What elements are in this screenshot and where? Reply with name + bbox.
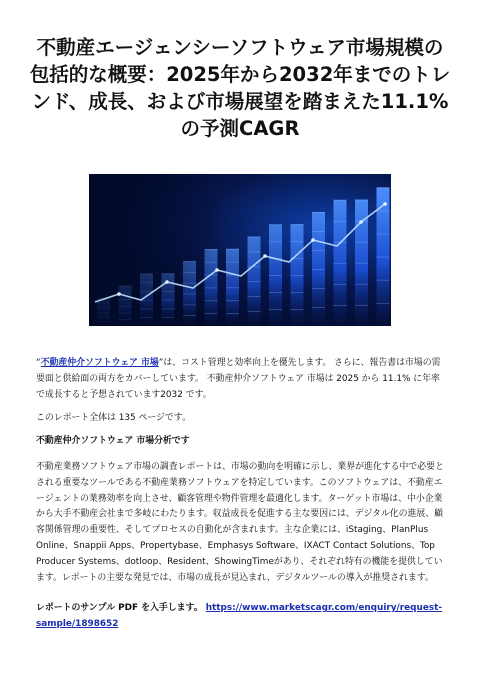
hero-trend-point (359, 220, 363, 224)
analysis-paragraph: 不動産業務ソフトウェア市場の調査レポートは、市場の動向を明確に示し、業界が進化する中で必要とされる重要なツールである不動産業務ソフトウェアを特定しています。このソフトウェアは、不動産エージェントの業務効率を向上させ、顧客管理や物件管理を最適化します。ターゲット市場は、中小企業から大手不動産会社まで多岐にわたります。収益成長を促進する主な要因には、デジタル化の進展、顧客関係管理の重要性、そしてプロセスの自動化が含まれます。主な企業には、iStaging、PlanPlus Online、Snappii Apps、Propertybase、Emphasys Software、IXACT Contact Solutions、Top Producer Systems、dotloop、Resident、ShowingTimeがあり、それぞれ特有の機能を提供しています。レポートの主要な発見では、市場の成長が見込まれ、デジタルツールの導入が推奨されます。 (36, 462, 444, 583)
hero-trend-point (311, 238, 315, 242)
analysis-heading: 不動産仲介ソフトウェア 市場分析です (36, 436, 190, 446)
hero-trend-point (383, 202, 387, 206)
document-title: 不動産エージェンシーソフトウェア市場規模の包括的な概要：2025年から2032年までのトレンド、成長、および市場展望を踏まえた11.1%の予測CAGR (29, 36, 451, 140)
sample-request-link[interactable]: https://www.marketscagr.com/enquiry/request-sample/1898652 (36, 603, 443, 629)
hero-trend-point (215, 268, 219, 272)
sample-request: レポートのサンプル PDF を入手します。 https://www.marketscagr.com/enquiry/request-sample/1898652 (36, 603, 443, 629)
page-count-note: このレポート全体は 135 ページです。 (36, 413, 191, 423)
hero-trend-point (165, 280, 169, 284)
hero-image (89, 174, 391, 326)
market-link[interactable]: 不動産仲介ソフトウェア 市場 (40, 358, 159, 368)
hero-trend-point (117, 292, 121, 296)
intro-paragraph: “不動産仲介ソフトウェア 市場”は、コスト管理と効率向上を優先します。 さらに、報告書は市場の需要面と供給面の両方をカバーしています。 不動産仲介ソフトウェア 市場は 2025 から 11.1% に年率で成長すると予想されています2032 です。 (36, 358, 441, 400)
hero-trend-point (263, 254, 267, 258)
